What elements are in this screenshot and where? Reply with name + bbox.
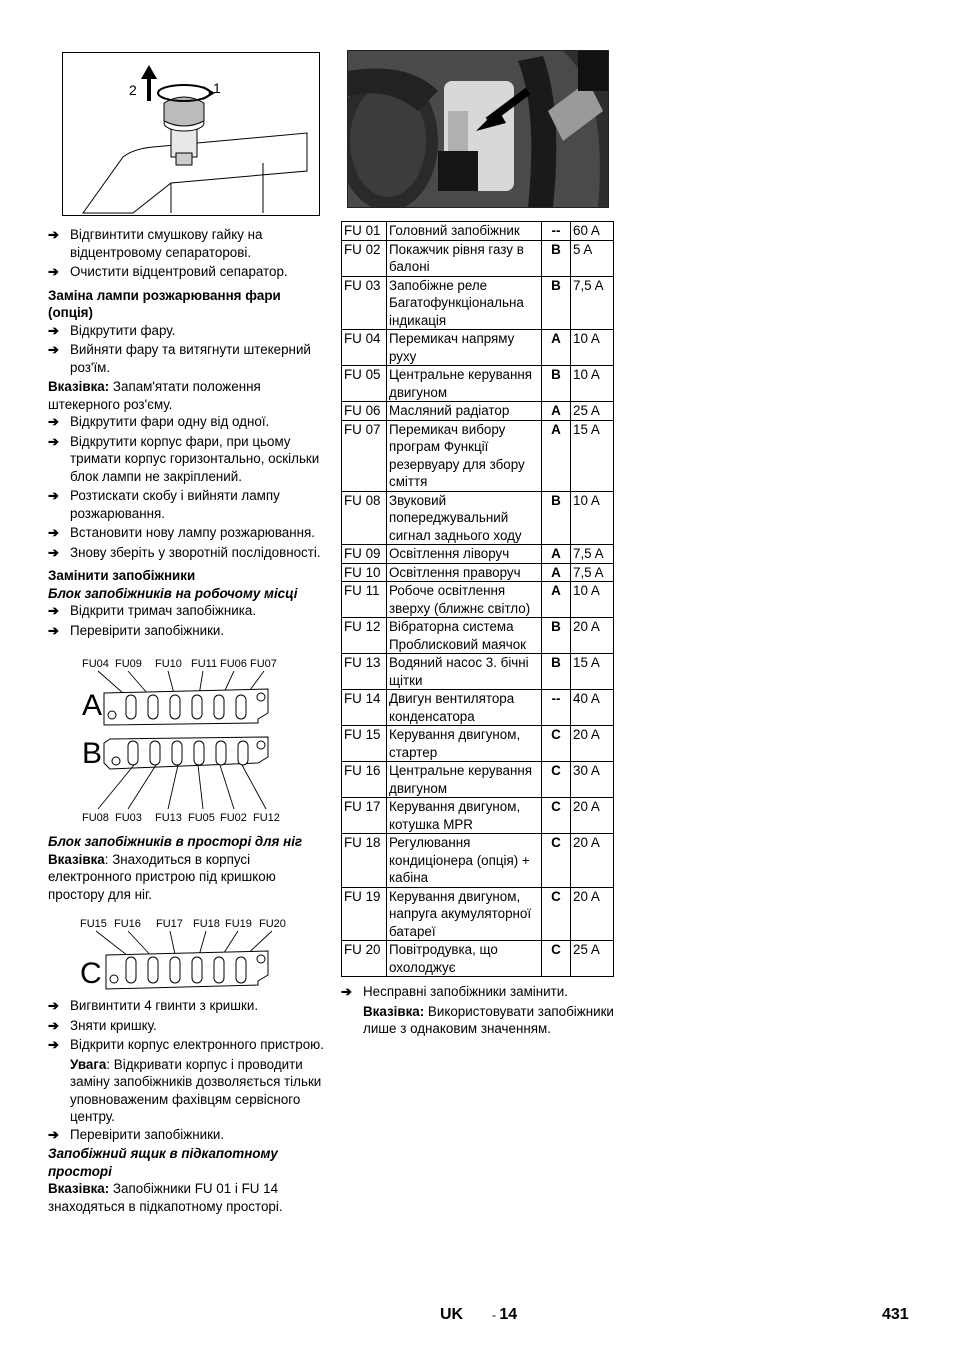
fuse-id-cell: FU 02 [342, 240, 387, 276]
right-column [341, 50, 614, 1038]
arrow-right-icon: ➔ [48, 1017, 59, 1033]
engine-bay-photo [347, 50, 609, 208]
right-notes [341, 983, 614, 1038]
steps-separator [48, 226, 328, 281]
arrow-right-icon: ➔ [48, 544, 59, 560]
fuse-id-cell: FU 16 [342, 762, 387, 798]
fuse-amp-cell: 10 A [571, 491, 614, 545]
fig-label-1: 1 [213, 80, 221, 96]
fuse-label: FU07 [250, 658, 277, 670]
fuse-amp-cell: 20 A [571, 834, 614, 888]
table-row [342, 276, 614, 330]
fuse-block-b [104, 737, 268, 769]
fuse-desc-cell: Перемикач напряму руху [387, 330, 542, 366]
fuse-desc-cell: Освітлення ліворуч [387, 545, 542, 564]
fuse-label: FU17 [156, 918, 183, 930]
fuse-type-cell: C [542, 726, 571, 762]
table-row [342, 726, 614, 762]
fuse-label: FU02 [220, 812, 247, 824]
fuse-desc-cell: Покажчик рівня газу в балоні [387, 240, 542, 276]
fuse-label: FU08 [82, 812, 109, 824]
fuse-type-cell: A [542, 420, 571, 491]
fuse-amp-cell: 10 A [571, 366, 614, 402]
fuse-amp-cell: 7,5 A [571, 545, 614, 564]
table-row [342, 762, 614, 798]
table-row [342, 618, 614, 654]
fuse-label: FU20 [259, 918, 286, 930]
fuse-label: FU05 [188, 812, 215, 824]
fuse-type-cell: -- [542, 222, 571, 241]
arrow-right-icon: ➔ [48, 1037, 59, 1052]
table-row [342, 366, 614, 402]
fuse-label: FU13 [155, 812, 182, 824]
table-row [342, 402, 614, 421]
fuse-type-cell: C [542, 834, 571, 888]
fuse-id-cell: FU 17 [342, 798, 387, 834]
fuse-amp-cell: 40 A [571, 690, 614, 726]
fuse-id-cell: FU 09 [342, 545, 387, 564]
arrow-right-icon: ➔ [48, 488, 59, 503]
fuse-type-cell: B [542, 366, 571, 402]
fuse-desc-cell: Керування двигуном, стартер [387, 726, 542, 762]
fuse-type-cell: B [542, 240, 571, 276]
fuse-desc-cell: Центральне керування двигуном [387, 762, 542, 798]
table-row [342, 330, 614, 366]
step-item: ➔ Розтискати скобу і вийняти лампу розжарювання. [48, 488, 280, 521]
fuse-amp-cell: 10 A [571, 330, 614, 366]
diag-ab-bottom-labels [82, 812, 280, 824]
fuse-desc-cell: Звуковий попереджувальний сигнал заднього ходу [387, 491, 542, 545]
fuse-id-cell: FU 04 [342, 330, 387, 366]
fuse-label: FU03 [115, 812, 142, 824]
arrow-right-icon: ➔ [48, 1126, 59, 1142]
table-row [342, 582, 614, 618]
table-row [342, 563, 614, 582]
fuse-id-cell: FU 13 [342, 654, 387, 690]
fuse-amp-cell: 7,5 A [571, 276, 614, 330]
arrow-right-icon: ➔ [48, 622, 59, 638]
fuse-block-c [106, 951, 268, 989]
fuse-type-cell: B [542, 618, 571, 654]
fuse-id-cell: FU 05 [342, 366, 387, 402]
fuse-type-cell: B [542, 491, 571, 545]
fuse-id-cell: FU 12 [342, 618, 387, 654]
step-item: ➔ Перевірити запобіжники. [48, 622, 225, 638]
separator-figure [62, 52, 320, 216]
fuse-type-cell: A [542, 330, 571, 366]
fuse-type-cell: A [542, 402, 571, 421]
fuse-block-c-diagram [48, 915, 328, 997]
subheading-hood: Запобіжний ящик в підкапотному просторі [48, 1146, 278, 1179]
table-row [342, 690, 614, 726]
fuse-label: FU18 [193, 918, 220, 930]
fuse-desc-cell: Перемикач вибору програм Функції резервуару для збору сміття [387, 420, 542, 491]
table-row [342, 491, 614, 545]
fuse-amp-cell: 15 A [571, 420, 614, 491]
fuse-amp-cell: 5 A [571, 240, 614, 276]
fuse-table [341, 221, 614, 977]
fuse-type-cell: A [542, 563, 571, 582]
fuse-id-cell: FU 14 [342, 690, 387, 726]
note-hood: Вказівка: Запобіжники FU 01 і FU 14 знаходяться в підкапотному просторі. [48, 1181, 283, 1214]
fuse-label: FU12 [253, 812, 280, 824]
step-item: ➔ Вигвинтити 4 гвинти з кришки. [48, 998, 259, 1013]
fuse-desc-cell: Водяний насос 3. бічні щітки [387, 654, 542, 690]
fuse-id-cell: FU 03 [342, 276, 387, 330]
fuse-id-cell: FU 20 [342, 941, 387, 977]
fuse-amp-cell: 20 A [571, 618, 614, 654]
footer-page-number: 431 [882, 1306, 909, 1323]
step-item: ➔ Відгвинтити смушкову гайку на відцентровому сепараторові. [48, 227, 263, 260]
warning-note: Увага: Відкривати корпус і проводити заміну запобіжників дозволяється тільки уповноваженим фахівцям сервісного центру. [70, 1056, 322, 1124]
fuse-amp-cell: 7,5 A [571, 563, 614, 582]
fuse-type-cell: -- [542, 690, 571, 726]
block-letter-c: C [80, 957, 102, 990]
fuse-type-cell: B [542, 654, 571, 690]
left-column [48, 52, 328, 1215]
fuse-block-ab-diagram [48, 653, 328, 829]
separator-illustration [63, 53, 319, 215]
fuse-desc-cell: Запобіжне реле Багатофункціональна індикація [387, 276, 542, 330]
fuse-id-cell: FU 15 [342, 726, 387, 762]
fuse-amp-cell: 60 A [571, 222, 614, 241]
step-item: ➔ Відкрутити фари одну від одної. [48, 414, 270, 429]
fuse-id-cell: FU 18 [342, 834, 387, 888]
fuse-amp-cell: 10 A [571, 582, 614, 618]
table-row [342, 420, 614, 491]
footer-page: - 14 [492, 1306, 518, 1323]
fuse-amp-cell: 20 A [571, 726, 614, 762]
fuse-type-cell: C [542, 798, 571, 834]
subheading-footwell: Блок запобіжників в просторі для ніг [48, 834, 303, 849]
step-item: ➔ Зняти кришку. [48, 1017, 157, 1033]
subheading-work-area: Блок запобіжників на робочому місці [48, 585, 298, 601]
step-item: ➔ Перевірити запобіжники. [48, 1126, 225, 1142]
arrow-right-icon: ➔ [48, 342, 59, 357]
fuse-label: FU16 [114, 918, 141, 930]
fuse-amp-cell: 25 A [571, 941, 614, 977]
fuse-id-cell: FU 01 [342, 222, 387, 241]
step-item: ➔ Знову зберіть у зворотній послідовності. [48, 544, 321, 560]
table-row [342, 941, 614, 977]
fuse-id-cell: FU 11 [342, 582, 387, 618]
note-footwell: Вказівка: Знаходиться в корпусі електронного пристрою під кришкою простору для ніг. [48, 851, 276, 902]
fuse-label: FU04 [82, 658, 109, 670]
table-row [342, 887, 614, 941]
heading-lamp-replacement: Заміна лампи розжарювання фари (опція) [48, 287, 281, 320]
arrow-right-icon: ➔ [48, 525, 59, 540]
table-row [342, 222, 614, 241]
arrow-right-icon: ➔ [48, 433, 59, 449]
fuse-type-cell: A [542, 582, 571, 618]
fuse-desc-cell: Повітродувка, що охолоджує [387, 941, 542, 977]
fuse-label: FU19 [225, 918, 252, 930]
arrow-right-icon: ➔ [48, 227, 59, 242]
step-item: ➔ Відкрутити корпус фари, при цьому тримати корпус горизонтально, оскільки блок лампи не закріплений. [48, 433, 320, 484]
fuse-desc-cell: Центральне керування двигуном [387, 366, 542, 402]
fuse-desc-cell: Освітлення праворуч [387, 563, 542, 582]
fuse-amp-cell: 30 A [571, 762, 614, 798]
step-item: ➔ Відкрити корпус електронного пристрою. [48, 1037, 324, 1052]
fuse-id-cell: FU 07 [342, 420, 387, 491]
fuse-amp-cell: 20 A [571, 798, 614, 834]
note-same-value: Вказівка: Використовувати запобіжники лише з однаковим значенням. [363, 1003, 614, 1036]
table-row [342, 240, 614, 276]
fuse-id-cell: FU 19 [342, 887, 387, 941]
fuse-desc-cell: Керування двигуном, котушка MPR [387, 798, 542, 834]
fuse-amp-cell: 15 A [571, 654, 614, 690]
arrow-right-icon: ➔ [341, 984, 352, 999]
note-connector: Вказівка: Запам'ятати положення штекерного роз'єму. [48, 379, 261, 412]
fuse-label: FU15 [80, 918, 107, 930]
fuse-desc-cell: Керування двигуном, напруга акумуляторної батареї [387, 887, 542, 941]
step-item: ➔ Відкрутити фару. [48, 322, 176, 338]
fuse-type-cell: C [542, 941, 571, 977]
fuse-label: FU09 [115, 658, 142, 670]
fig-label-2: 2 [129, 82, 137, 98]
step-item: ➔ Встановити нову лампу розжарювання. [48, 525, 315, 540]
block-letter-a: A [82, 689, 103, 722]
fuse-amp-cell: 20 A [571, 887, 614, 941]
fuse-id-cell: FU 08 [342, 491, 387, 545]
step-item: ➔ Очистити відцентровий сепаратор. [48, 264, 288, 279]
arrow-right-icon: ➔ [48, 322, 59, 338]
fuse-type-cell: C [542, 887, 571, 941]
table-row [342, 834, 614, 888]
fuse-label: FU06 [220, 658, 247, 670]
table-row [342, 798, 614, 834]
table-row [342, 545, 614, 564]
fuse-desc-cell: Робоче освітлення зверху (ближнє світло) [387, 582, 542, 618]
fuse-type-cell: C [542, 762, 571, 798]
fuse-block-a [104, 689, 268, 725]
fuse-id-cell: FU 10 [342, 563, 387, 582]
arrow-right-icon: ➔ [48, 264, 59, 279]
fuse-desc-cell: Двигун вентилятора конденсатора [387, 690, 542, 726]
fuse-amp-cell: 25 A [571, 402, 614, 421]
fuse-label: FU10 [155, 658, 182, 670]
fuse-label: FU11 [191, 658, 218, 670]
diag-ab-top-labels [82, 658, 277, 670]
fuse-desc-cell: Вібраторна система Проблисковий маячок [387, 618, 542, 654]
block-letter-b: B [82, 737, 103, 770]
fuse-id-cell: FU 06 [342, 402, 387, 421]
fuse-desc-cell: Регулювання кондиціонера (опція) + кабіна [387, 834, 542, 888]
heading-replace-fuses: Замінити запобіжники [48, 568, 196, 583]
fuse-type-cell: A [542, 545, 571, 564]
step-item: ➔ Вийняти фару та витягнути штекерний роз'їм. [48, 342, 311, 375]
diag-c-top-labels [80, 918, 286, 930]
footer-language: UK [440, 1306, 464, 1323]
table-row [342, 654, 614, 690]
arrow-right-icon: ➔ [48, 414, 59, 429]
arrow-right-icon: ➔ [48, 998, 59, 1013]
arrow-right-icon: ➔ [48, 603, 59, 618]
step-item: ➔ Відкрити тримач запобіжника. [48, 603, 257, 618]
fuse-type-cell: B [542, 276, 571, 330]
step-item: ➔ Несправні запобіжники замінити. [341, 984, 568, 999]
fuse-desc-cell: Головний запобіжник [387, 222, 542, 241]
fuse-desc-cell: Масляний радіатор [387, 402, 542, 421]
